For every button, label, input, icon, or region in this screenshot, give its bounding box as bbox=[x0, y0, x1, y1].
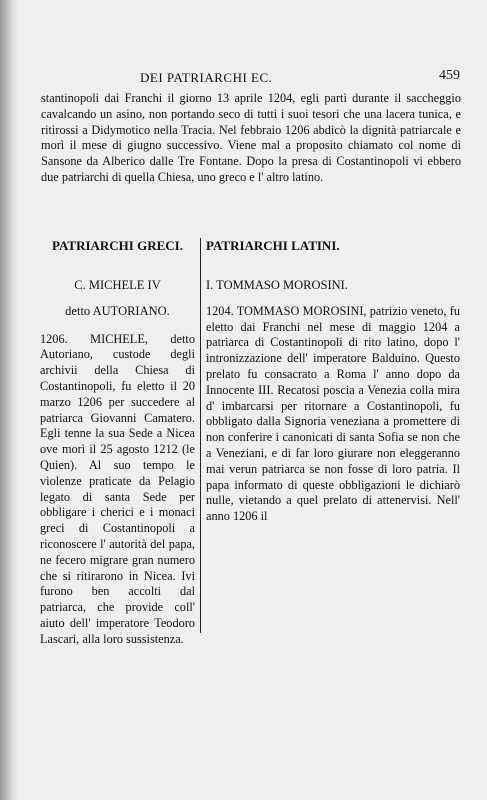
left-column bbox=[40, 238, 195, 648]
intro-text: stantinopoli dai Franchi il giorno 13 aprile 1204, egli partì durante il saccheggio cavalcando un asino, non portando seco di tutti i suoi tesori che una lacera tunica, e ritirossi a Didymotico nella Tracia. Nel febbraio 1206 abdicò la dignità patriarcale e morì il mese di giugno successivo. Viene mal a proposito chiamato col nome di Sansone da Alberico dalle Tre Fontane. Dopo la presa di Costantinopoli vi ebbero due patriarchi di quella Chiesa, uno greco e l' altro latino. bbox=[41, 91, 461, 184]
right-column bbox=[206, 238, 460, 525]
page-header bbox=[40, 70, 460, 90]
left-entry-subheading: detto AUTORIANO. bbox=[65, 303, 170, 318]
column-divider bbox=[200, 238, 201, 633]
intro-paragraph bbox=[41, 91, 461, 186]
left-entry-text: 1206. MICHELE, detto Autoriano, custode degli archivii della Chiesa di Costantinopoli, fu eletto il 20 marzo 1206 per succedere al patriarca Giovanni Camatero. Egli tenne la sua Sede a Nicea ove morì il 25 agosto 1212 (le Quien). Al suo tempo le violenze praticate da Pelagio legato di santa Sede per obbligare i cherici e i monaci greci di Costantinopoli a riconoscere l' autorità del papa, ne fecero migrare gran numero che si ritirarono in Nicea. Ivi furono ben accolti dal patriarca, che provide coll' aiuto dell' imperatore Teodoro Lascari, alla loro sussistenza. bbox=[40, 331, 195, 646]
right-entry-text: 1204. TOMMASO MOROSINI, patrizio veneto, fu eletto dai Franchi nel mese di maggio 1204 a patriarca di Costantinopoli di rito latino, dopo l' intronizzazione dell' imperatore Balduino. Questo prelato fu consacrato a Roma l' anno dopo da Innocente III. Recatosi poscia a Venezia colla mira d' imbarcarsi per ritornare a Costantinopoli, fu obbligato dalla Signoria veneziana a promettere di non conferire i canonicati di santa Sofia se non che a Veneziani, e di far loro giurare non eleggeranno mai verun patriarca se non fosse di loro patria. Il papa informato di queste obbligazioni le dichiarò nulle, vietando a quel prelato di attenervisi. Nell' anno 1206 il bbox=[206, 303, 460, 524]
page-number: 459 bbox=[439, 68, 460, 83]
right-column-title: PATRIARCHI LATINI. bbox=[206, 238, 340, 253]
running-head: DEI PATRIARCHI EC. bbox=[140, 70, 273, 85]
right-entry-heading: I. TOMMASO MOROSINI. bbox=[206, 278, 348, 292]
page-gutter-shadow bbox=[0, 0, 18, 800]
left-column-title: PATRIARCHI GRECI. bbox=[52, 238, 183, 253]
left-entry-heading: C. MICHELE IV bbox=[74, 278, 161, 292]
